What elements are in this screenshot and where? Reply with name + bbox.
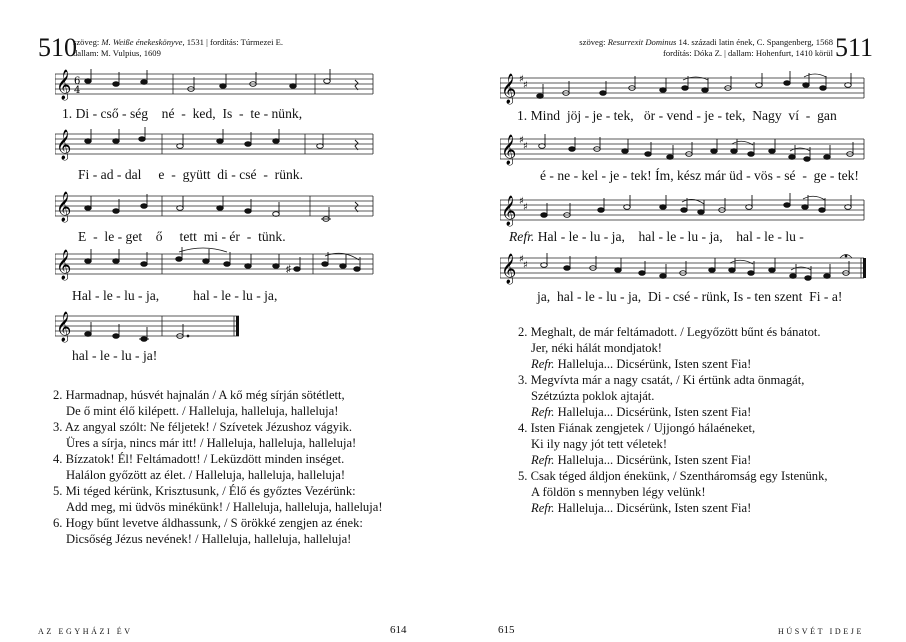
- treble-clef-icon: 𝄞: [56, 130, 72, 160]
- verse-line: 6. Hogy bűnt levetve áldhassunk, / S örökké zengjen az ének:: [53, 516, 363, 530]
- refrain-text: Halleluja... Dicsérünk, Isten szent Fia!: [554, 453, 752, 467]
- refrain-text: Halleluja... Dicsérünk, Isten szent Fia!: [554, 501, 752, 515]
- verse-line: De ő mint élő kilépett. / Halleluja, halleluja, halleluja!: [66, 404, 339, 418]
- refrain-text: Halleluja... Dicsérünk, Isten szent Fia!: [554, 405, 752, 419]
- hymn-511-credits: [579, 37, 833, 59]
- refrain-label: Refr.: [509, 229, 535, 244]
- music-staff: [55, 308, 255, 348]
- credit-prefix: szöveg:: [579, 37, 608, 47]
- svg-text:♯: ♯: [519, 74, 524, 85]
- svg-text:♯: ♯: [286, 264, 291, 275]
- verse-line: 5. Csak téged áldjon énekünk, / Szentháromság egy Istenünk,: [518, 469, 828, 483]
- music-staff: [55, 246, 375, 286]
- verse-line: 4. Isten Fiának zengjetek / Ujjongó hálaéneket,: [518, 421, 756, 435]
- verse-line: Halálon győzött az élet. / Halleluja, halleluja, halleluja!: [66, 468, 346, 482]
- verse-line: 2. Harmadnap, húsvét hajnalán / A kő még sírján sötétlett,: [53, 388, 345, 402]
- verse-line: 3. Megvívta már a nagy csatát, / Ki értünk adta önmagát,: [518, 373, 805, 387]
- svg-text:♯: ♯: [523, 80, 528, 91]
- verse-line: 4. Bízzatok! Él! Feltámadott! / Leküzdött minden inséget.: [53, 452, 345, 466]
- running-footer: AZ EGYHÁZI ÉV: [38, 627, 133, 636]
- verse-line: 2. Meghalt, de már feltámadott. / Legyőzött bűnt és bánatot.: [518, 325, 821, 339]
- verse-line: A földön s mennyben légy velünk!: [531, 485, 706, 499]
- svg-text:6: 6: [74, 76, 81, 87]
- treble-clef-icon: 𝄞: [501, 74, 517, 104]
- lyric-line: ja, hal - le - lu - ja, Di - csé - rünk, Is - ten szent Fi - a!: [537, 289, 843, 304]
- svg-text:♯: ♯: [523, 202, 528, 213]
- verse-line: Ki ily nagy jót tett véletek!: [531, 437, 668, 451]
- lyric-line: Hal - le - lu - ja, hal - le - lu - ja,: [72, 288, 278, 303]
- verse-line: Add meg, mi üdvös minékünk! / Halleluja, halleluja, halleluja!: [66, 500, 383, 514]
- treble-clef-icon: 𝄞: [501, 196, 517, 226]
- credit-source: Resurrexit Dominus: [607, 37, 677, 47]
- svg-text:4: 4: [74, 85, 81, 96]
- treble-clef-icon: 𝄞: [501, 135, 517, 165]
- credit-prefix: szöveg:: [73, 37, 102, 47]
- verse-line: Dicsőség Jézus nevének! / Halleluja, halleluja, halleluja!: [66, 532, 352, 546]
- credit-rest: 14. századi latin ének, C. Spangenberg, 1568: [676, 37, 833, 47]
- verse-line: 3. Az angyal szólt: Ne féljetek! / Szívetek Jézushoz vágyik.: [53, 420, 353, 434]
- lyric-line: é - ne - kel - je - tek! Ím, kész már üd - vös - sé - ge - tek!: [540, 168, 859, 183]
- music-staff: [500, 70, 870, 110]
- verses-510: [53, 387, 383, 547]
- verses-511: [518, 324, 828, 516]
- svg-text:♯: ♯: [519, 196, 524, 207]
- music-staff: [500, 192, 870, 232]
- music-staff: [500, 131, 870, 171]
- hymn-number-511: 511: [835, 33, 874, 62]
- svg-text:♯: ♯: [523, 141, 528, 152]
- treble-clef-icon: 𝄞: [56, 192, 72, 222]
- page-number: 614: [390, 624, 407, 636]
- lyric-line: [509, 229, 804, 245]
- lyric-line: E - le - get ő tett mi - ér - tünk.: [78, 229, 286, 244]
- hymn-510-credits: [73, 37, 283, 59]
- verse-refrain: [518, 404, 828, 420]
- running-footer: HÚSVÉT IDEJE: [778, 627, 864, 636]
- treble-clef-icon: 𝄞: [56, 250, 72, 280]
- lyric-line: 1. Di - cső - ség né - ked, Is - te - nünk,: [62, 106, 303, 121]
- svg-text:♯: ♯: [519, 135, 524, 146]
- credit-melody: fordítás: Dóka Z. | dallam: Hohenfurt, 1410 körül: [663, 48, 833, 58]
- lyric-line: 1. Mind jöj - je - tek, ör - vend - je - tek, Nagy ví - gan: [517, 108, 837, 123]
- page-number: 615: [498, 624, 515, 636]
- credit-rest: , 1531 | fordítás: Túrmezei E.: [182, 37, 284, 47]
- credit-source: M. Weiße énekeskönyve: [101, 37, 183, 47]
- verse-refrain: [518, 500, 828, 516]
- refrain-label: Refr.: [531, 405, 555, 419]
- treble-clef-icon: 𝄞: [56, 312, 72, 342]
- treble-clef-icon: 𝄞: [56, 70, 72, 100]
- verse-line: Jer, néki hálát mondjatok!: [531, 341, 662, 355]
- music-staff: [55, 66, 375, 106]
- verse-line: Üres a sírja, nincs már itt! / Halleluja, halleluja, halleluja!: [66, 436, 357, 450]
- svg-text:♯: ♯: [523, 260, 528, 271]
- svg-text:♯: ♯: [519, 254, 524, 265]
- music-staff: [55, 126, 375, 166]
- music-staff: [55, 188, 375, 228]
- credit-melody: dallam: M. Vulpius, 1609: [73, 48, 161, 58]
- refrain-text: Halleluja... Dicsérünk, Isten szent Fia!: [554, 357, 752, 371]
- lyric-line: hal - le - lu - ja!: [72, 348, 158, 363]
- verse-line: 5. Mi téged kérünk, Krisztusunk, / Élő és győztes Vezérünk:: [53, 484, 356, 498]
- hymn-number-510: 510: [38, 33, 77, 62]
- lyric-text: Hal - le - lu - ja, hal - le - lu - ja, hal - le - lu -: [537, 229, 804, 244]
- refrain-label: Refr.: [531, 501, 555, 515]
- verse-line: Szétzúzta poklok ajtaját.: [531, 389, 655, 403]
- verse-refrain: [518, 452, 828, 468]
- treble-clef-icon: 𝄞: [501, 254, 517, 284]
- refrain-label: Refr.: [531, 357, 555, 371]
- music-staff: [500, 250, 870, 290]
- lyric-line: Fi - ad - dal e - gyütt di - csé - rünk.: [78, 167, 304, 182]
- refrain-label: Refr.: [531, 453, 555, 467]
- verse-refrain: [518, 356, 828, 372]
